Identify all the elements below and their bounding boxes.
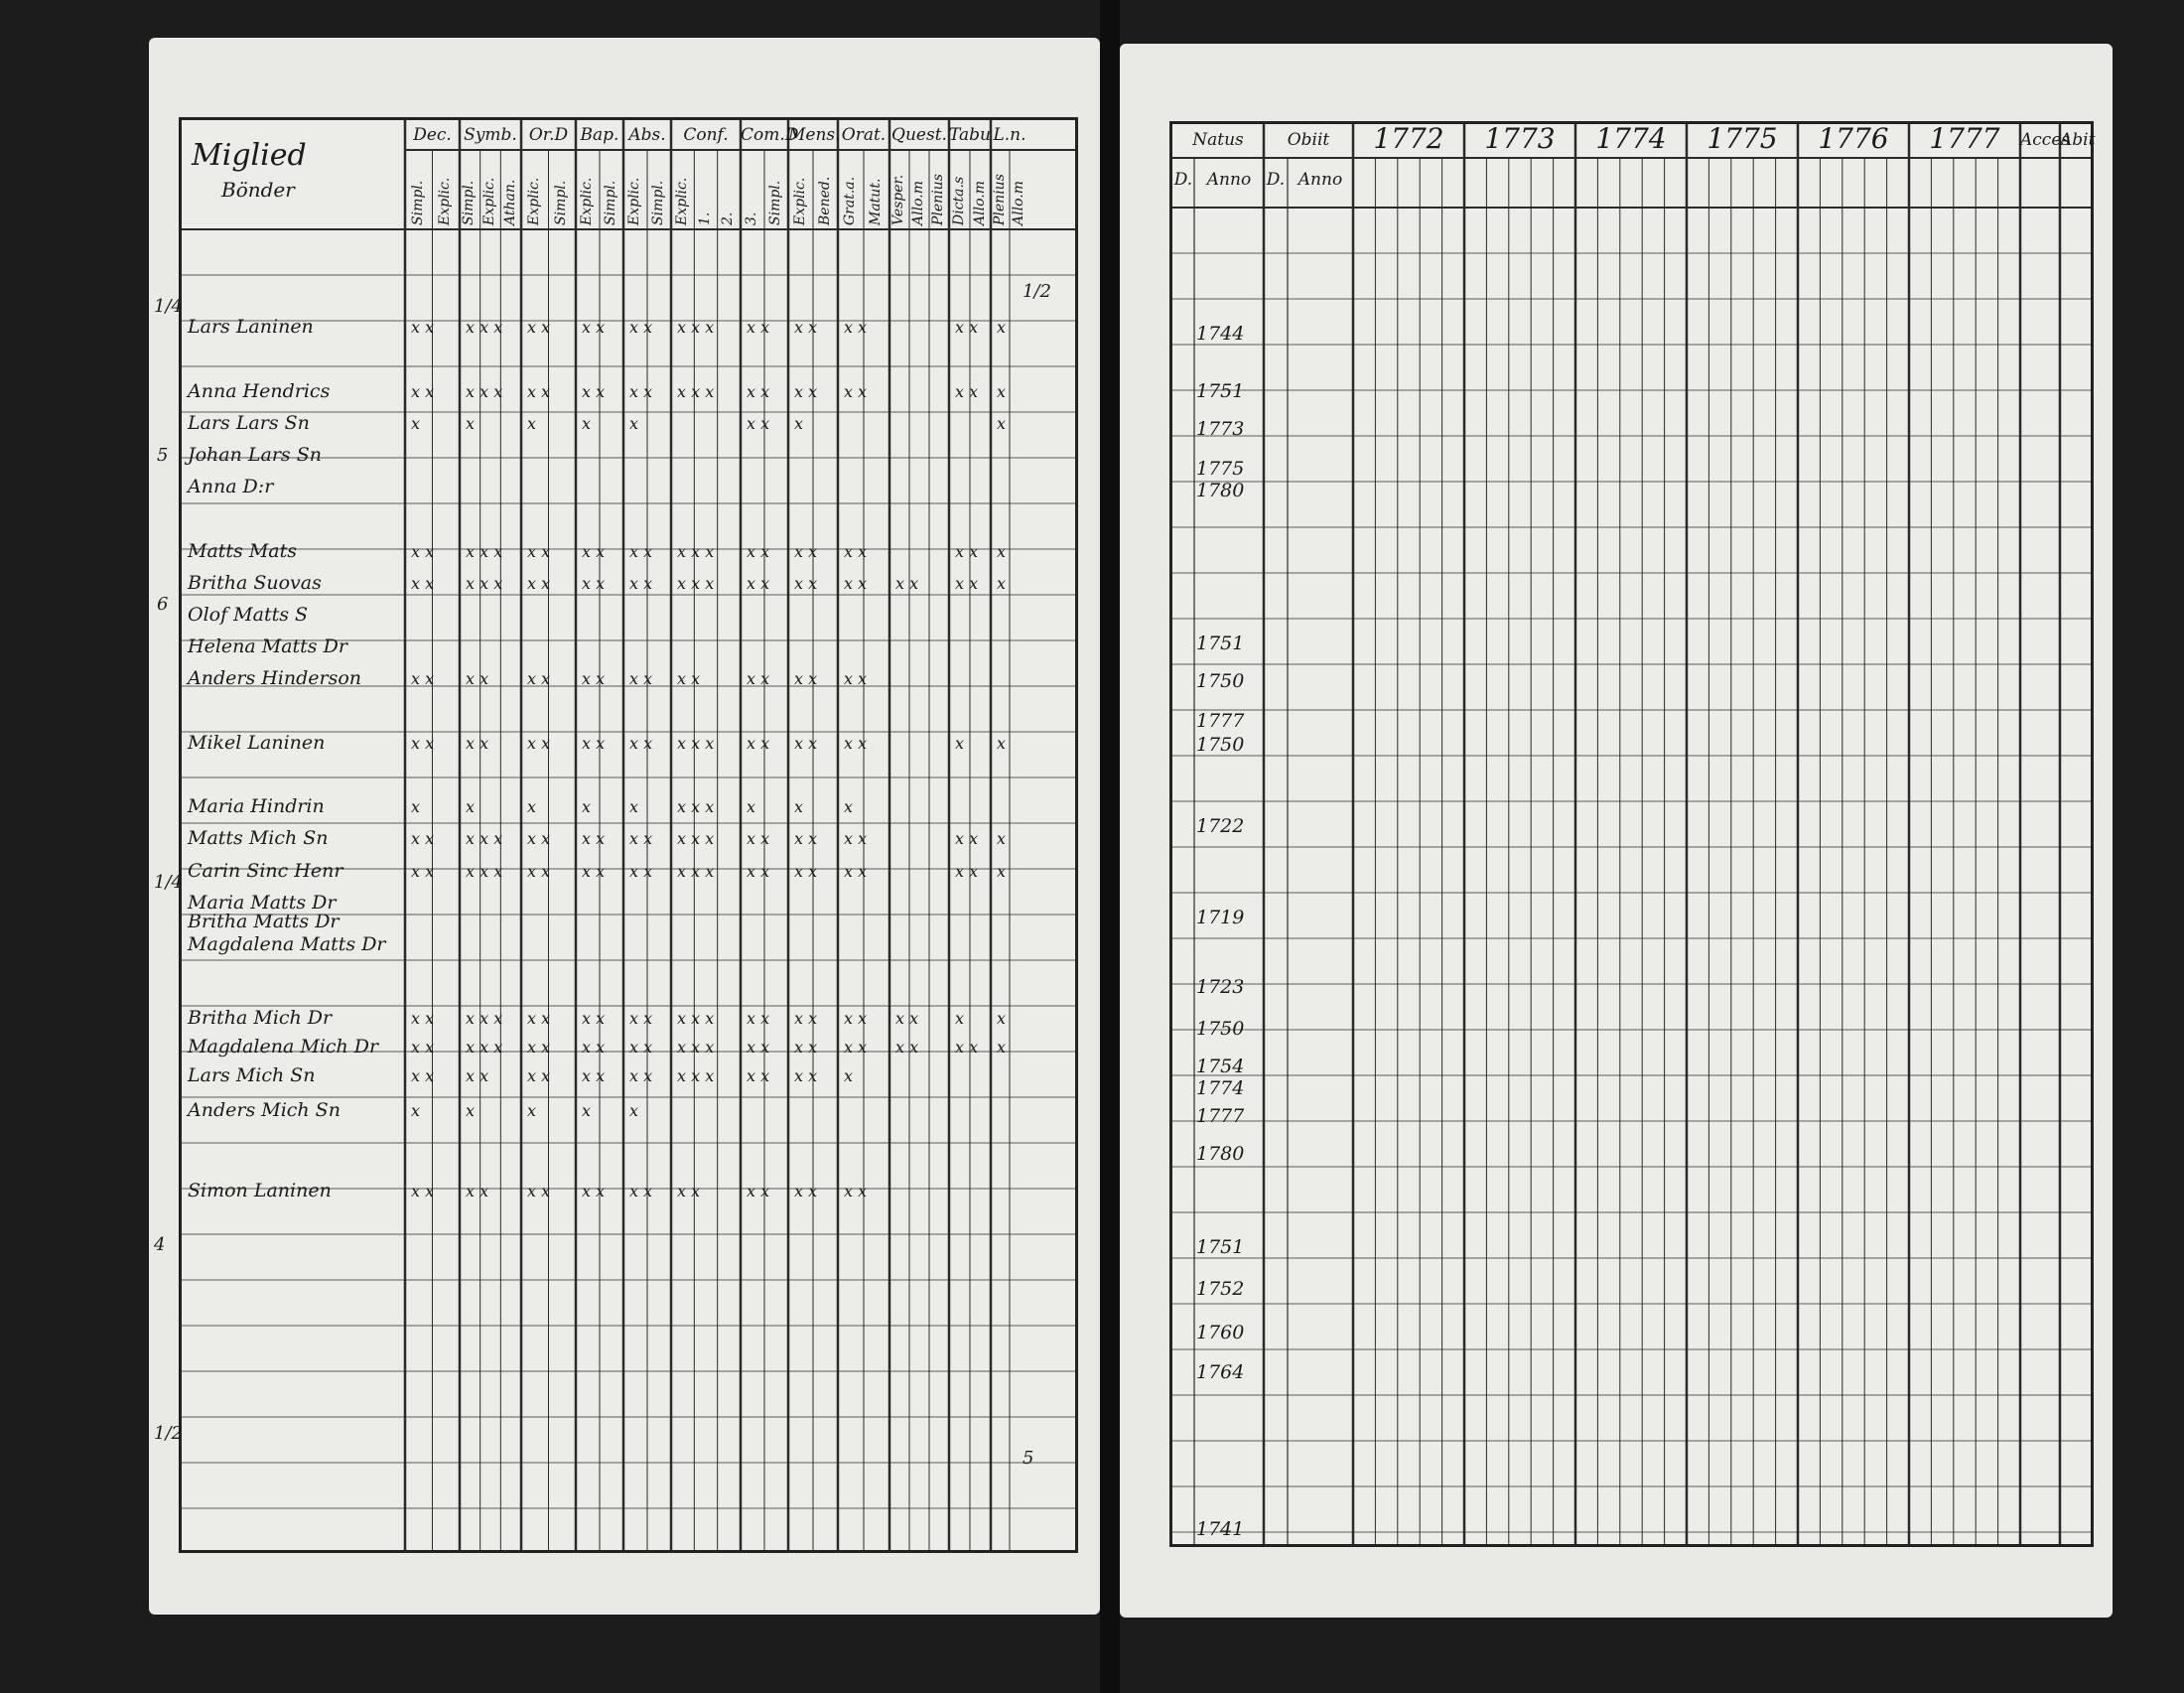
attainment-mark: x x	[794, 381, 818, 401]
attainment-mark: x x	[582, 318, 606, 338]
attainment-mark: x x x	[466, 541, 503, 561]
attainment-mark: x x	[582, 381, 606, 401]
attainment-mark: x x	[844, 669, 868, 689]
margin-annotation: 6	[157, 594, 169, 615]
attainment-mark: x x	[411, 1181, 435, 1200]
birth-year: 1777	[1196, 1105, 1245, 1127]
attainment-mark: x x	[527, 861, 551, 881]
attainment-mark: x	[997, 861, 1007, 881]
attainment-mark: x	[411, 413, 421, 433]
attainment-mark: x x	[411, 318, 435, 338]
attainment-mark: x x x	[677, 541, 715, 561]
attainment-mark: x x	[527, 1008, 551, 1028]
birth-year: 1722	[1196, 815, 1245, 837]
attainment-mark: x x	[747, 541, 770, 561]
attainment-mark: x x	[955, 1037, 979, 1057]
register-entry-name: Lars Lars Sn	[188, 411, 310, 434]
attainment-mark: x	[411, 797, 421, 817]
attainment-mark: x	[844, 1065, 854, 1085]
column-header: Orat.	[841, 125, 887, 145]
attainment-mark: x x	[629, 381, 653, 401]
attainment-mark: x	[527, 797, 537, 817]
attainment-mark: x x	[794, 829, 818, 849]
attainment-mark: x	[997, 318, 1007, 338]
attainment-mark: x x	[527, 541, 551, 561]
attainment-mark: x x	[747, 413, 770, 433]
column-subheader: Anno	[1206, 170, 1252, 190]
column-header: Bap.	[580, 125, 619, 145]
attainment-mark: x	[629, 413, 639, 433]
column-header: Abit	[2060, 130, 2096, 150]
attainment-mark: x x	[794, 1181, 818, 1200]
attainment-mark: x x	[527, 573, 551, 593]
attainment-mark: x x	[747, 573, 770, 593]
attainment-mark: x	[466, 797, 476, 817]
birth-year: 1723	[1196, 976, 1245, 998]
column-subheader: Allo.m	[971, 181, 988, 225]
left-page	[149, 38, 1100, 1615]
column-subheader: D.	[1266, 170, 1286, 190]
attainment-mark: x	[527, 413, 537, 433]
attainment-mark: x x x	[677, 381, 715, 401]
attainment-mark: x	[997, 1008, 1007, 1028]
margin-annotation: 5	[157, 445, 169, 466]
attainment-mark: x x	[411, 381, 435, 401]
attainment-mark: x x	[794, 318, 818, 338]
attainment-mark: x x	[955, 318, 979, 338]
register-entry-name: Anna D:r	[188, 476, 274, 498]
attainment-mark: x x x	[466, 829, 503, 849]
birth-year: 1764	[1196, 1361, 1245, 1383]
attainment-mark: x x	[794, 1065, 818, 1085]
communion-register-right	[1169, 121, 2094, 1547]
register-entry-name: Helena Matts Dr	[188, 635, 347, 658]
column-subheader: Plenius	[930, 174, 946, 225]
column-subheader: Explic.	[791, 177, 808, 225]
attainment-mark: x x	[747, 1008, 770, 1028]
attainment-mark: x x	[411, 829, 435, 849]
column-subheader: Matut.	[868, 178, 884, 225]
column-subheader: Vesper.	[890, 174, 906, 225]
column-subheader: Explic.	[437, 177, 454, 225]
attainment-mark: x x	[677, 1181, 701, 1200]
attainment-mark: x	[794, 797, 804, 817]
birth-year: 1741	[1196, 1518, 1245, 1540]
attainment-mark: x x	[582, 1065, 606, 1085]
attainment-mark: x x	[955, 861, 979, 881]
attainment-mark: x x	[844, 573, 868, 593]
birth-year: 1775	[1196, 458, 1245, 480]
attainment-mark: x x	[411, 573, 435, 593]
column-header: 1777	[1929, 122, 2000, 155]
register-entry-name: Olof Matts S	[188, 604, 309, 626]
attainment-mark: x x	[411, 1037, 435, 1057]
column-header: Mens.	[788, 125, 841, 145]
attainment-mark: x x	[747, 829, 770, 849]
birth-year: 1750	[1196, 670, 1245, 692]
birth-year: 1751	[1196, 380, 1245, 402]
attainment-mark: x x	[527, 318, 551, 338]
register-entry-name: Simon Laninen	[188, 1179, 332, 1201]
register-title: Miglied	[192, 138, 307, 173]
register-entry-name: Britha Mich Dr	[188, 1006, 333, 1029]
attainment-mark: x x	[582, 1008, 606, 1028]
register-entry-name: Magdalena Mich Dr	[188, 1035, 379, 1058]
attainment-mark: x x	[747, 1181, 770, 1200]
attainment-mark: x	[466, 1101, 476, 1121]
attainment-mark: x x	[895, 1037, 919, 1057]
column-subheader: Simpl.	[603, 180, 618, 225]
attainment-mark: x x x	[677, 318, 715, 338]
attainment-mark: x x	[527, 669, 551, 689]
margin-annotation: 5	[1023, 1448, 1034, 1469]
attainment-mark: x x	[747, 733, 770, 753]
attainment-mark: x x	[747, 318, 770, 338]
attainment-mark: x x	[844, 318, 868, 338]
attainment-mark: x x	[466, 1181, 489, 1200]
attainment-mark: x	[997, 733, 1007, 753]
attainment-mark: x x x	[677, 1008, 715, 1028]
attainment-mark: x x	[411, 541, 435, 561]
attainment-mark: x x	[895, 1008, 919, 1028]
attainment-mark: x x	[747, 1037, 770, 1057]
attainment-mark: x x	[629, 1008, 653, 1028]
attainment-mark: x x	[411, 669, 435, 689]
attainment-mark: x x	[844, 861, 868, 881]
attainment-mark: x x	[844, 1037, 868, 1057]
attainment-mark: x x	[747, 1065, 770, 1085]
attainment-mark: x x	[955, 829, 979, 849]
column-subheader: Grat.a.	[842, 176, 858, 225]
attainment-mark: x x	[794, 1008, 818, 1028]
attainment-mark: x x x	[466, 573, 503, 593]
attainment-mark: x x	[629, 541, 653, 561]
column-subheader: Plenius	[991, 174, 1008, 225]
attainment-mark: x x	[629, 829, 653, 849]
attainment-mark: x x	[582, 861, 606, 881]
register-entry-name: Matts Mats	[188, 539, 298, 562]
birth-year: 1751	[1196, 633, 1245, 654]
attainment-mark: x	[997, 829, 1007, 849]
attainment-mark: x x	[411, 1065, 435, 1085]
column-header: L.n.	[993, 125, 1026, 145]
column-header: Symb.	[464, 125, 517, 145]
birth-year: 1773	[1196, 418, 1245, 440]
column-header: Tabu	[949, 125, 991, 145]
column-subheader: Bened.	[816, 176, 833, 225]
column-header: Conf.	[683, 125, 729, 145]
attainment-mark: x x	[629, 1065, 653, 1085]
column-subheader: Simpl.	[553, 180, 570, 225]
attainment-mark: x x	[794, 733, 818, 753]
attainment-mark: x x	[582, 573, 606, 593]
column-subheader: Dicta.s	[950, 176, 967, 225]
attainment-mark: x x	[411, 861, 435, 881]
attainment-mark: x	[747, 797, 756, 817]
attainment-mark: x x x	[677, 861, 715, 881]
attainment-mark: x x	[747, 381, 770, 401]
attainment-mark: x x	[527, 381, 551, 401]
right-grid-lines	[1172, 124, 2096, 1544]
communion-register-left	[179, 117, 1078, 1553]
column-header: 1772	[1373, 122, 1444, 155]
attainment-mark: x	[527, 1101, 537, 1121]
attainment-mark: x x	[629, 573, 653, 593]
right-page	[1120, 44, 2113, 1618]
attainment-mark: x	[997, 381, 1007, 401]
column-header: Dec.	[413, 125, 452, 145]
column-header: Com.D	[741, 125, 799, 145]
birth-year: 1780	[1196, 1143, 1245, 1165]
attainment-mark: x	[466, 413, 476, 433]
register-entry-name: Johan Lars Sn	[188, 444, 322, 466]
attainment-mark: x x	[677, 669, 701, 689]
attainment-mark: x	[629, 797, 639, 817]
register-entry-name: Lars Laninen	[188, 316, 314, 339]
attainment-mark: x x x	[466, 318, 503, 338]
column-header: 1774	[1595, 122, 1667, 155]
birth-year: 1750	[1196, 1018, 1245, 1040]
attainment-mark: x x x	[677, 1037, 715, 1057]
attainment-mark: x	[955, 1008, 965, 1028]
column-header: 1773	[1484, 122, 1556, 155]
attainment-mark: x x	[527, 829, 551, 849]
column-subheader: Anno	[1297, 170, 1343, 190]
margin-annotation: 4	[154, 1234, 166, 1255]
attainment-mark: x x	[844, 733, 868, 753]
column-subheader: Allo.m	[910, 181, 926, 225]
attainment-mark: x x	[629, 861, 653, 881]
attainment-mark: x x x	[466, 861, 503, 881]
margin-annotation: 1/4	[154, 296, 183, 317]
attainment-mark: x x	[527, 1181, 551, 1200]
attainment-mark: x x	[411, 1008, 435, 1028]
attainment-mark: x	[997, 413, 1007, 433]
attainment-mark: x x x	[677, 733, 715, 753]
attainment-mark: x x	[582, 1037, 606, 1057]
attainment-mark: x	[411, 1101, 421, 1121]
column-subheader: 1.	[697, 212, 713, 225]
birth-year: 1719	[1196, 907, 1245, 928]
column-subheader: Athan.	[501, 179, 518, 225]
attainment-mark: x x x	[677, 573, 715, 593]
attainment-mark: x x x	[677, 829, 715, 849]
attainment-mark: x	[794, 413, 804, 433]
attainment-mark: x	[629, 1101, 639, 1121]
column-subheader: Simpl.	[461, 180, 478, 225]
column-subheader: Explic.	[579, 177, 595, 225]
attainment-mark: x x	[747, 669, 770, 689]
register-entry-name: Lars Mich Sn	[188, 1063, 316, 1086]
birth-year: 1750	[1196, 734, 1245, 756]
column-subheader: 3.	[744, 212, 759, 225]
attainment-mark: x x	[794, 1037, 818, 1057]
column-header: Or.D	[528, 125, 569, 145]
column-subheader: Allo.m	[1010, 181, 1026, 225]
register-entry-name: Britha Matts Dr	[188, 911, 340, 933]
column-subheader: Simpl.	[650, 180, 666, 225]
register-entry-name: Maria Hindrin	[188, 795, 325, 818]
birth-year: 1777	[1196, 710, 1245, 732]
attainment-mark: x x	[844, 1008, 868, 1028]
attainment-mark: x x x	[466, 381, 503, 401]
margin-annotation: 1/2	[1023, 281, 1051, 302]
register-entry-name: Mikel Laninen	[188, 731, 326, 754]
attainment-mark: x x	[582, 541, 606, 561]
attainment-mark: x x	[527, 733, 551, 753]
attainment-mark: x x	[747, 861, 770, 881]
birth-year: 1774	[1196, 1077, 1245, 1099]
column-subheader: Explic.	[525, 177, 542, 225]
birth-year: 1780	[1196, 480, 1245, 501]
attainment-mark: x x	[629, 1037, 653, 1057]
column-subheader: D.	[1173, 170, 1193, 190]
birth-year: 1751	[1196, 1236, 1245, 1258]
attainment-mark: x x	[629, 318, 653, 338]
attainment-mark: x x x	[466, 1037, 503, 1057]
register-entry-name: Matts Mich Sn	[188, 827, 329, 850]
column-header: 1776	[1818, 122, 1889, 155]
attainment-mark: x	[955, 733, 965, 753]
margin-annotation: 1/2	[154, 1423, 183, 1444]
attainment-mark: x x	[794, 861, 818, 881]
attainment-mark: x x	[794, 541, 818, 561]
attainment-mark: x x x	[466, 1008, 503, 1028]
attainment-mark: x x x	[677, 797, 715, 817]
column-subheader: 2.	[720, 212, 737, 225]
attainment-mark: x x	[629, 1181, 653, 1200]
attainment-mark: x	[582, 413, 592, 433]
attainment-mark: x x x	[677, 1065, 715, 1085]
attainment-mark: x x	[527, 1037, 551, 1057]
attainment-mark: x x	[794, 669, 818, 689]
attainment-mark: x x	[844, 1181, 868, 1200]
birth-year: 1744	[1196, 323, 1245, 345]
attainment-mark: x x	[955, 381, 979, 401]
margin-annotation: 1/4	[154, 872, 183, 893]
attainment-mark: x x	[629, 733, 653, 753]
column-subheader: Simpl.	[409, 180, 426, 225]
column-subheader: Explic.	[481, 177, 497, 225]
attainment-mark: x	[582, 797, 592, 817]
birth-year: 1760	[1196, 1322, 1245, 1343]
attainment-mark: x x	[844, 541, 868, 561]
birth-year: 1752	[1196, 1278, 1245, 1300]
column-header: 1775	[1706, 122, 1778, 155]
attainment-mark: x x	[466, 669, 489, 689]
attainment-mark: x x	[466, 733, 489, 753]
attainment-mark: x x	[582, 1181, 606, 1200]
register-entry-name: Maria Matts Dr	[188, 891, 337, 914]
register-entry-name: Magdalena Matts Dr	[188, 932, 386, 955]
register-subtitle: Bönder	[221, 178, 295, 202]
column-header: Abs.	[628, 125, 666, 145]
attainment-mark: x	[844, 797, 854, 817]
column-header: Quest.	[891, 125, 947, 145]
attainment-mark: x x	[582, 829, 606, 849]
attainment-mark: x x	[411, 733, 435, 753]
column-subheader: Simpl.	[767, 180, 783, 225]
attainment-mark: x x	[794, 573, 818, 593]
attainment-mark: x x	[895, 573, 919, 593]
register-entry-name: Anders Mich Sn	[188, 1099, 341, 1122]
register-entry-name: Britha Suovas	[188, 571, 322, 594]
column-subheader: Explic.	[673, 177, 690, 225]
register-entry-name: Anna Hendrics	[188, 379, 331, 402]
attainment-mark: x x	[527, 1065, 551, 1085]
column-header: Obiit	[1287, 130, 1330, 150]
column-header: Acces	[2020, 130, 2071, 150]
book-gutter	[1100, 0, 1120, 1693]
attainment-mark: x x	[955, 573, 979, 593]
register-entry-name: Carin Sinc Henr	[188, 859, 343, 882]
column-subheader: Explic.	[626, 177, 642, 225]
column-header: Natus	[1192, 130, 1244, 150]
attainment-mark: x x	[582, 669, 606, 689]
attainment-mark: x x	[955, 541, 979, 561]
attainment-mark: x x	[629, 669, 653, 689]
attainment-mark: x	[997, 573, 1007, 593]
attainment-mark: x	[997, 1037, 1007, 1057]
attainment-mark: x	[997, 541, 1007, 561]
attainment-mark: x x	[844, 381, 868, 401]
attainment-mark: x x	[466, 1065, 489, 1085]
attainment-mark: x x	[844, 829, 868, 849]
attainment-mark: x	[582, 1101, 592, 1121]
register-entry-name: Anders Hinderson	[188, 667, 362, 690]
attainment-mark: x x	[582, 733, 606, 753]
birth-year: 1754	[1196, 1056, 1245, 1077]
